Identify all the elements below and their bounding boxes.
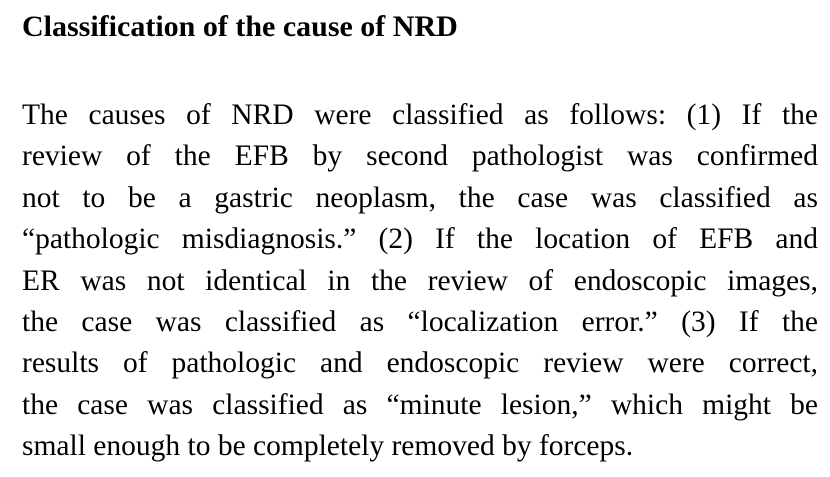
paragraph-line: review of the EFB by second pathologist was confirmed — [22, 140, 818, 173]
paragraph-line: the case was classified as “localization error.” (3) If the — [22, 306, 818, 339]
paragraph-line: the case was classified as “minute lesion,” which might be — [22, 388, 818, 421]
paragraph-line: not to be a gastric neoplasm, the case was classified as — [22, 181, 818, 214]
section-heading: Classification of the cause of NRD — [22, 10, 458, 43]
section-paragraph — [22, 95, 818, 468]
paragraph-line: results of pathologic and endoscopic review were correct, — [22, 347, 818, 380]
paragraph-line: ER was not identical in the review of endoscopic images, — [22, 264, 818, 297]
paragraph-line: small enough to be completely removed by forceps. — [22, 430, 634, 463]
paragraph-line: The causes of NRD were classified as follows: (1) If the — [22, 99, 818, 131]
document-page — [22, 8, 818, 468]
paragraph-line: “pathologic misdiagnosis.” (2) If the location of EFB and — [22, 223, 818, 256]
